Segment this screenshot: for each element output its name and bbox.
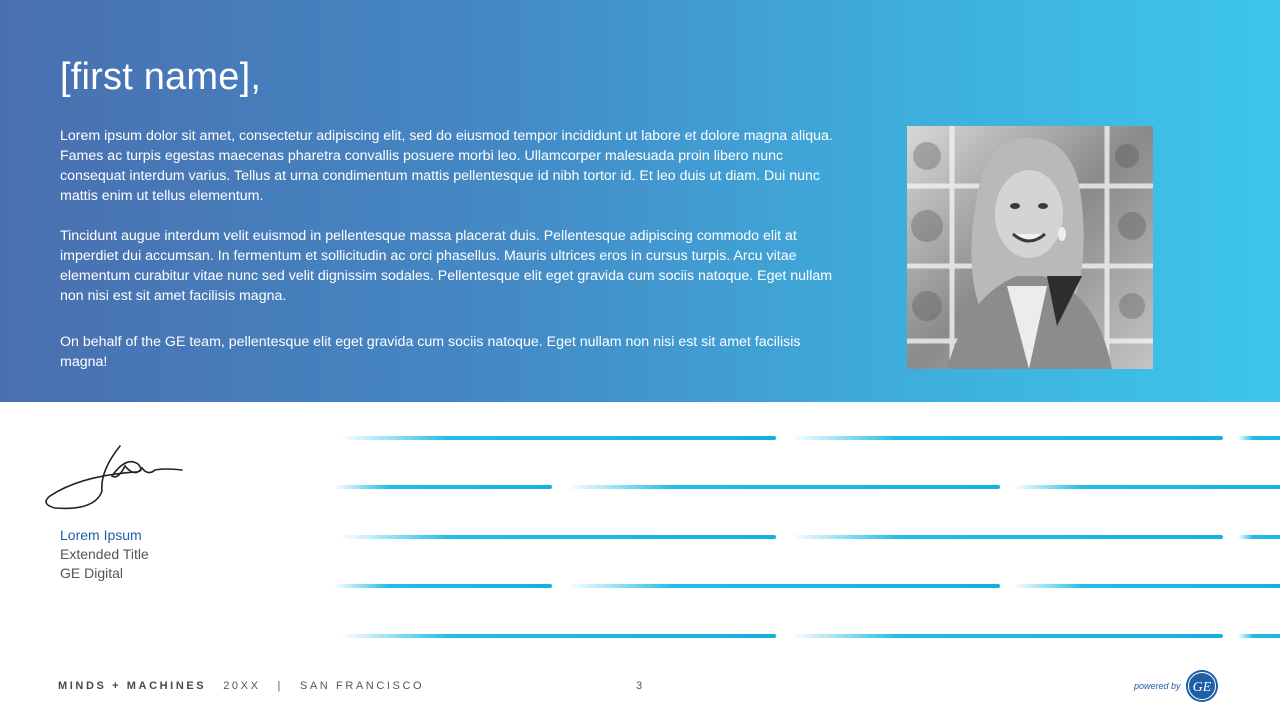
ge-logo-icon bbox=[1185, 669, 1219, 703]
decorative-line bbox=[340, 634, 776, 638]
letter-paragraph-3: On behalf of the GE team, pellentesque elit eget gravida cum sociis natoque. Eget nullam non nisi est sit amet facilisis magna! bbox=[60, 334, 801, 370]
signatory-title: Extended Title bbox=[60, 546, 149, 562]
decorative-line bbox=[340, 535, 776, 539]
powered-by-label: powered by bbox=[1134, 681, 1181, 691]
footer-location: SAN FRANCISCO bbox=[299, 680, 425, 692]
decorative-line bbox=[1238, 535, 1280, 539]
decorative-line bbox=[334, 485, 552, 489]
signatory-organization: GE Digital bbox=[60, 565, 124, 581]
decorative-lines bbox=[0, 402, 1280, 662]
footer-year: 20XX bbox=[223, 680, 261, 692]
footer-separator: | bbox=[277, 680, 283, 692]
portrait-image bbox=[907, 126, 1153, 369]
decorative-line bbox=[790, 634, 1223, 638]
decorative-line bbox=[1238, 436, 1280, 440]
decorative-line bbox=[1013, 584, 1280, 588]
decorative-line bbox=[790, 436, 1223, 440]
decorative-line bbox=[566, 485, 1000, 489]
ge-logo-text: GE bbox=[1192, 680, 1212, 695]
footer-brand: MINDS + MACHINES bbox=[58, 680, 207, 692]
page-number: 3 bbox=[636, 680, 643, 692]
portrait-photo bbox=[907, 126, 1153, 369]
decorative-line bbox=[566, 584, 1000, 588]
greeting-heading: [first name], bbox=[60, 56, 262, 98]
decorative-line bbox=[340, 436, 776, 440]
letter-paragraph-1: Lorem ipsum dolor sit amet, consectetur adipiscing elit, sed do eiusmod tempor incididunt ut labore et dolore magna aliqua. Fames ac turpis egestas maecenas pharetra convallis posuere morbi leo. Ullamcorper malesuada proin libero nunc consequat interdum varius. Tellus at urna condimentum mattis pellentesque id nibh tortor id. Et leo duis ut diam. Dui nunc mattis enim ut tellus elementum. bbox=[60, 128, 833, 204]
letter-paragraph-2: Tincidunt augue interdum velit euismod in pellentesque massa placerat duis. Pellentesque adipiscing commodo elit at imperdiet dui accumsan. In fermentum et sollicitudin ac orci phasellus. Mauris ultrices eros in cursus turpis. Arcu vitae elementum curabitur vitae nunc sed velit dignissim sodales. Pellentesque elit eget gravida cum sociis natoque. Eget nullam non nisi est sit amet facilisis magna. bbox=[60, 228, 833, 304]
decorative-line bbox=[1013, 485, 1280, 489]
decorative-line bbox=[1238, 634, 1280, 638]
decorative-line bbox=[334, 584, 552, 588]
footer-caption bbox=[58, 680, 424, 692]
signatory-name: Lorem Ipsum bbox=[60, 527, 142, 543]
decorative-line bbox=[790, 535, 1223, 539]
